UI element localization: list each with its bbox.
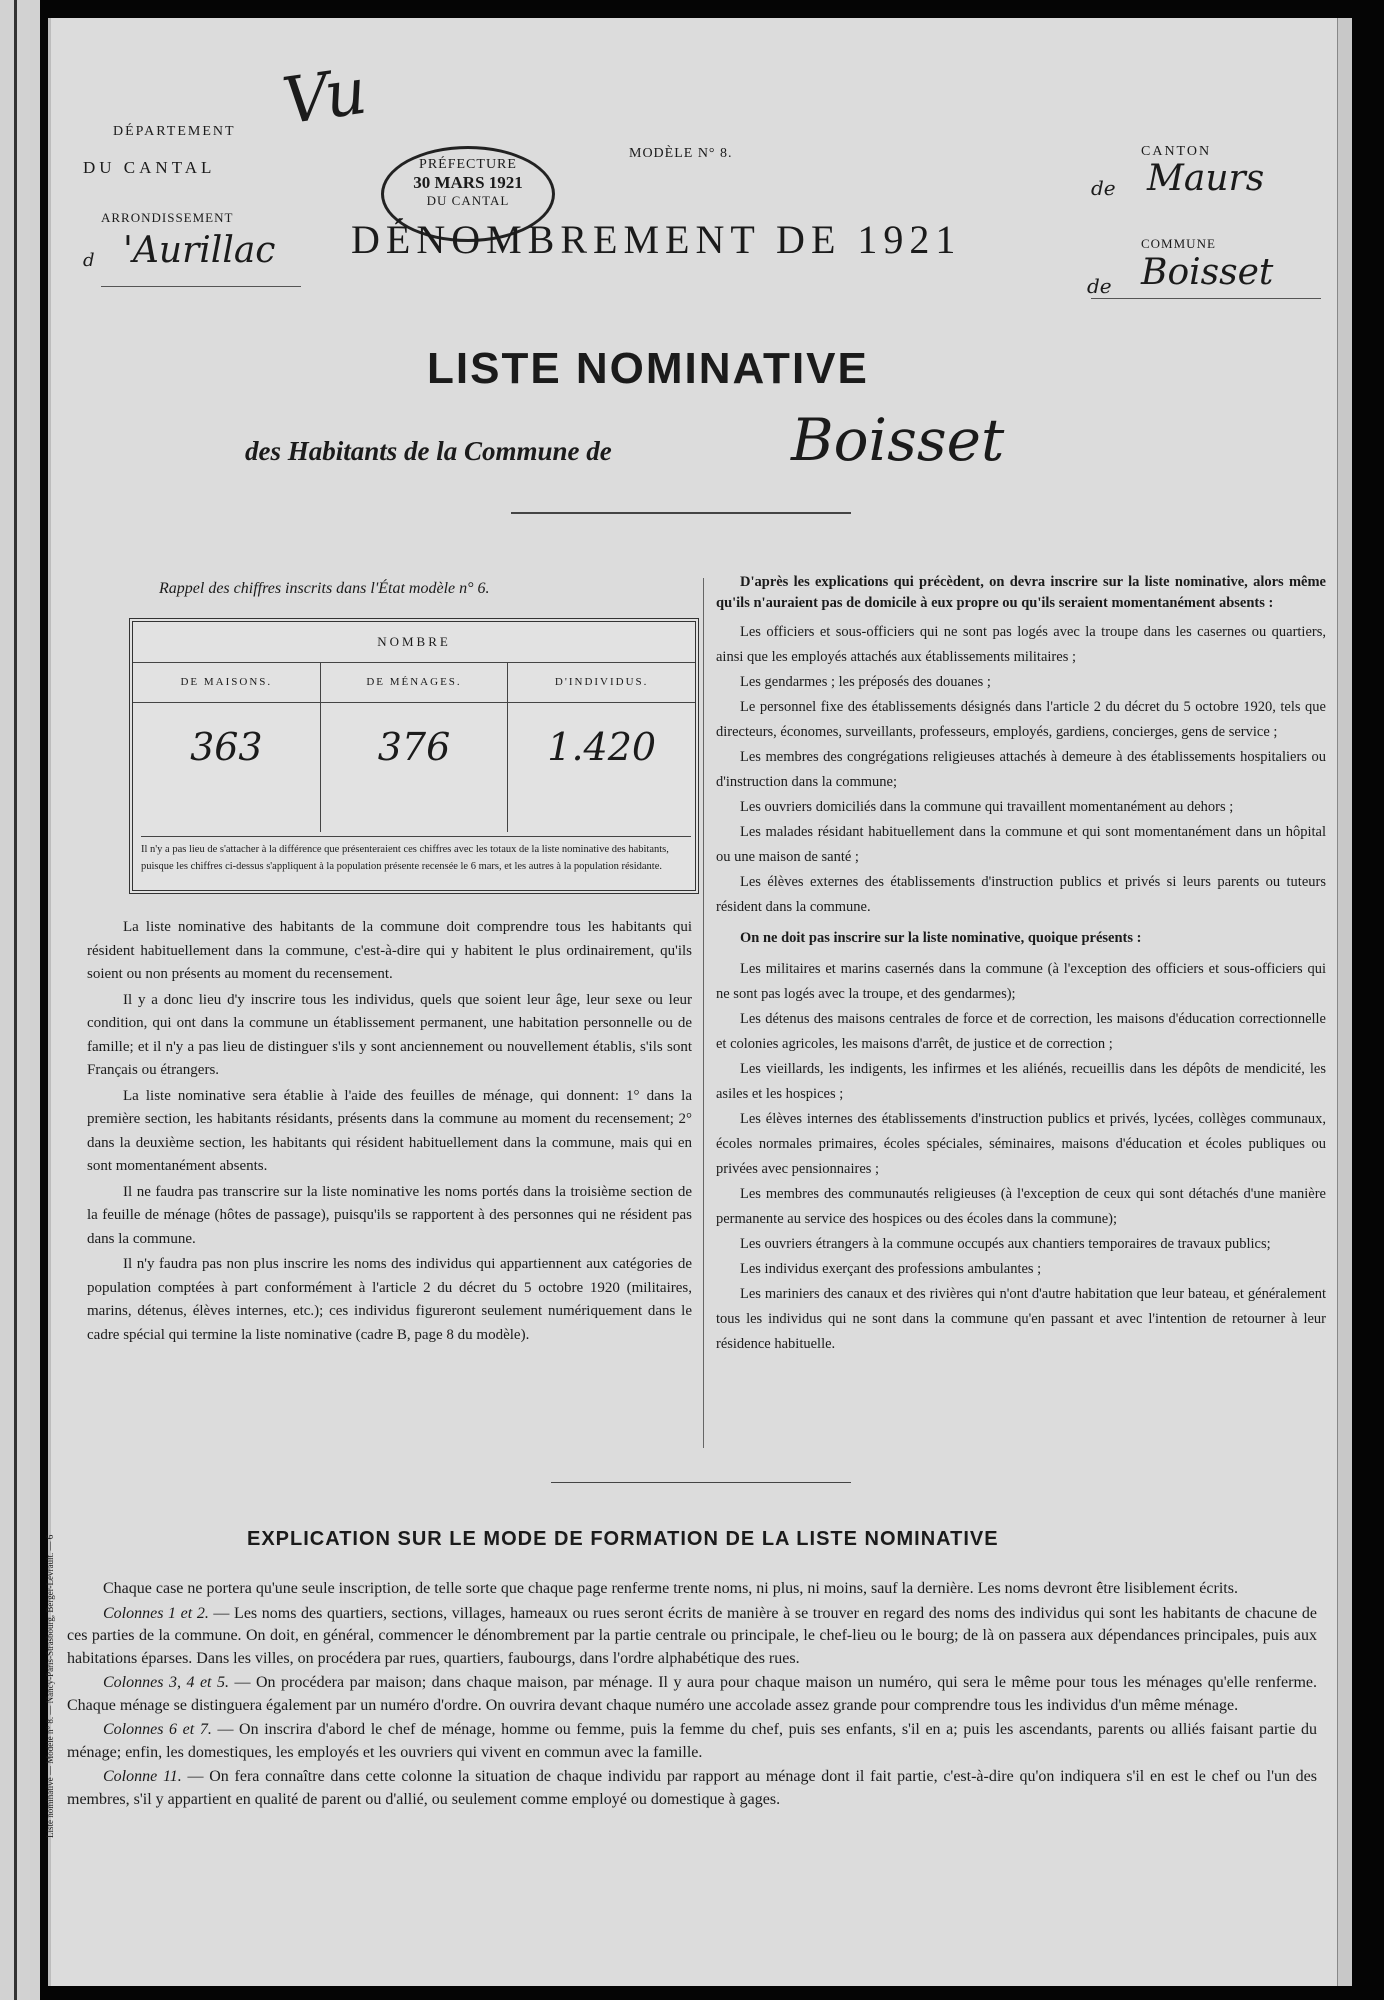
commune-underline — [1091, 298, 1321, 299]
include-item: Les officiers et sous-officiers qui ne sont pas logés avec la troupe dans les casernes ou quartiers, ainsi que les employés attachés aux établissements militaires ; — [716, 624, 1326, 665]
include-item: Le personnel fixe des établissements désignés dans l'article 2 du décret du 5 octobre 1920, tels que directeurs, économes, surveillants, professeurs, employés, gardiens, concierges, gens de service ; — [716, 699, 1326, 740]
include-item: Les membres des congrégations religieuses attachés à demeure à des établissements hospitaliers ou d'instruction dans la commune; — [716, 749, 1326, 790]
column-divider — [703, 578, 704, 1448]
maisons-value: 363 — [190, 725, 263, 769]
colonnes-label: Colonne 11. — [103, 1768, 182, 1785]
canton-prefix: de — [1091, 176, 1116, 200]
menages-label: DE MÉNAGES. — [321, 662, 508, 703]
left-paragraph: Il n'y faudra pas non plus inscrire les noms des individus qui appartiennent aux catégories de population comptées à part conformément à l'article 2 du décret du 5 octobre 1920 (militaires, marins, détenus, élèves internes, etc.); ces individus figureront seulement numériquement dans le cadre spécial qui termine la liste nominative (cadre B, page 8 du modèle). — [87, 1256, 692, 1343]
rappel-note: Il n'y a pas lieu de s'attacher à la différence que présenteraient ces chiffres avec les totaux de la liste nominative des habitants, puisque les chiffres ci-dessus s'appliquent à la population présente recensée le 6 mars, et les autres à la population résidante. — [141, 836, 691, 875]
departement-value: DU CANTAL — [83, 158, 216, 177]
left-paragraph: La liste nominative sera établie à l'aide des feuilles de ménage, qui donnent: 1° dans la première section, les habitants résidants, présents dans la commune au moment du recensement; 2° dans la deuxième section, les habitants qui résident habituellement dans la commune, mais qui en sont momentanément absents. — [87, 1087, 692, 1174]
rappel-table — [129, 618, 699, 894]
commune-value: Boisset — [1141, 252, 1274, 293]
canton-label: CANTON — [1141, 144, 1212, 159]
exclude-item: Les militaires et marins casernés dans la commune (à l'exception des officiers et sous-officiers qui ne sont pas logés avec la troupe, et des gendarmes); — [716, 961, 1326, 1002]
title-ornament — [511, 512, 851, 514]
colonnes-text: — On procédera par maison; dans chaque maison, par ménage. Il y aura pour chaque maison un numéro, qui sera le même pour tous les ménages qu'elle renferme. Chaque ménage se distinguera également par un numéro d'ordre. On ouvrira devant chaque numéro une accolade assez grande pour comprendre tous les individus d'un même ménage. — [67, 1674, 1317, 1714]
arrondissement-value: 'Aurillac — [123, 230, 276, 271]
exclude-item: Les détenus des maisons centrales de force et de correction, les maisons d'éducation correctionnelle et colonies agricoles, les maisons d'arrêt, de justice et de correction ; — [716, 1011, 1326, 1052]
explication-paragraph — [67, 1719, 1317, 1764]
commune-label: COMMUNE — [1141, 236, 1216, 251]
explication-paragraph — [67, 1672, 1317, 1717]
menages-column — [321, 662, 509, 832]
colonnes-text: — On inscrira d'abord le chef de ménage, homme ou femme, puis la femme du chef, puis ses enfants, s'il en a; puis les ascendants, parents ou alliés faisant partie du ménage; enfin, les domestiques, les employés et les ouvriers qui vivent en commun avec la famille. — [67, 1721, 1317, 1761]
rappel-caption: Rappel des chiffres inscrits dans l'État modèle n° 6. — [159, 580, 490, 597]
menages-value: 376 — [377, 725, 451, 769]
explication-paragraph — [67, 1603, 1317, 1671]
census-page — [45, 18, 1351, 1986]
stamp-line-1: PRÉFECTURE — [419, 157, 517, 172]
commune-name-handwritten: Boisset — [791, 406, 1005, 474]
commune-prefix: de — [1087, 274, 1112, 298]
colonnes-label: Colonnes 6 et 7. — [103, 1721, 212, 1738]
stamp-line-2: 30 MARS 1921 — [413, 173, 523, 192]
side-imprint: Liste nominative — Modèle n° 8. — Nancy-Paris-Strasbourg, Berger-Levrault. — 6 — [45, 1534, 55, 1838]
left-paragraph: La liste nominative des habitants de la commune doit comprendre tous les habitants qui résident habituellement dans la commune, c'est-à-dire qui y habitent le plus ordinairement, qu'ils soient ou non présents au moment du recensement. — [87, 919, 692, 982]
left-text-block — [87, 916, 692, 1347]
exclude-item: Les ouvriers étrangers à la commune occupés aux chantiers temporaires de travaux publics; — [740, 1236, 1271, 1252]
stamp-line-3: DU CANTAL — [426, 193, 510, 208]
individus-column — [508, 662, 695, 832]
arrondissement-prefix: d — [83, 250, 95, 271]
liste-nominative-heading: LISTE NOMINATIVE — [427, 344, 869, 393]
modele-number: MODÈLE N° 8. — [629, 146, 733, 161]
include-item: Les malades résidant habituellement dans la commune et qui sont momentanément dans un hôpital ou une maison de santé ; — [716, 824, 1326, 865]
include-item: Les élèves externes des établissements d'instruction publics et privés si leurs parents ou tuteurs résident dans la commune. — [716, 874, 1326, 915]
colonnes-label: Colonnes 3, 4 et 5. — [103, 1674, 229, 1691]
explication-intro: Chaque case ne portera qu'une seule inscription, de telle sorte que chaque page renferme trente noms, ni plus, ni moins, sauf la dernière. Les noms devront être lisiblement écrits. — [103, 1580, 1238, 1597]
right-text-block — [716, 572, 1326, 1357]
section-ornament — [551, 1482, 851, 1483]
nombre-header: NOMBRE — [133, 622, 695, 663]
departement-label: DÉPARTEMENT — [113, 124, 236, 139]
explication-paragraph — [67, 1766, 1317, 1811]
exclude-heading: On ne doit pas inscrire sur la liste nominative, quoique présents : — [740, 930, 1142, 946]
left-paragraph: Il ne faudra pas transcrire sur la liste nominative les noms portés dans la troisième section de la feuille de ménage (hôtes de passage), puisqu'ils se rapportent à des personnes qui ne résident pas dans la commune. — [87, 1183, 692, 1247]
exclude-item: Les mariniers des canaux et des rivières qui n'ont d'autre habitation que leur bateau, et généralement tous les individus qui ne sont dans la commune qu'en passant et avec l'intention de retourner à leur résidence habituelle. — [716, 1286, 1326, 1352]
liste-subheading: des Habitants de la Commune de — [245, 436, 612, 466]
exclude-item: Les élèves internes des établissements d'instruction publics et privés, lycées, collèges communaux, écoles normales primaires, écoles spéciales, séminaires, maisons d'éducation et écoles publiques ou privées avec pensionnaires ; — [716, 1111, 1326, 1177]
explication-body — [67, 1578, 1317, 1811]
handwritten-annotation: Vu — [278, 54, 372, 140]
page-edge — [1337, 18, 1352, 1986]
individus-label: D'INDIVIDUS. — [508, 662, 695, 703]
colonnes-text: — Les noms des quartiers, sections, villages, hameaux ou rues seront écrits de manière à se trouver en regard des noms des individus qui sont les habitants de chacune de ces parties de la commune. On doit, en général, commencer le dénombrement par la partie centrale ou principale, le chef-lieu ou le bourg; de là on passera aux dépendances principales, puis aux habitations éparses. Dans les villes, on procédera par rues, quartiers, faubourgs, dans l'ordre alphabétique des rues. — [67, 1604, 1318, 1667]
right-intro: D'après les explications qui précèdent, on devra inscrire sur la liste nominative, alors même qu'ils n'auraient pas de domicile à eux propre ou qu'ils seraient momentanément absents : — [716, 574, 1326, 611]
canton-value: Maurs — [1147, 158, 1265, 199]
arrondissement-label: ARRONDISSEMENT — [101, 210, 234, 225]
adjacent-page-strip — [0, 0, 40, 2000]
exclude-item: Les individus exerçant des professions ambulantes ; — [740, 1261, 1042, 1277]
colonnes-text: — On fera connaître dans cette colonne la situation de chaque individu par rapport au ménage dont il fait partie, c'est-à-dire qu'on indiquera s'il en est le chef ou l'un des membres, s'il y appartient en qualité de parent ou d'allié, ou seulement comme employé ou domestique à gages. — [67, 1768, 1318, 1808]
include-item: Les gendarmes ; les préposés des douanes ; — [740, 674, 991, 690]
exclude-item: Les membres des communautés religieuses (à l'exception de ceux qui sont détachés d'une manière permanente au service des hospices ou des écoles dans la commune); — [716, 1186, 1326, 1227]
colonnes-label: Colonnes 1 et 2. — [103, 1604, 209, 1622]
arrondissement-underline — [101, 286, 301, 287]
individus-value: 1.420 — [547, 725, 657, 769]
exclude-item: Les vieillards, les indigents, les infirmes et les aliénés, recueillis dans les dépôts de mendicité, les asiles et les hospices ; — [716, 1061, 1326, 1102]
explication-heading: EXPLICATION SUR LE MODE DE FORMATION DE LA LISTE NOMINATIVE — [247, 1528, 999, 1550]
include-item: Les ouvriers domiciliés dans la commune qui travaillent momentanément au dehors ; — [740, 799, 1234, 815]
left-paragraph: Il y a donc lieu d'y inscrire tous les individus, quels que soient leur âge, leur sexe ou leur condition, qui ont dans la commune un établissement permanent, une habitation personnelle ou de famille; et il n'y a pas lieu de distinguer s'ils y sont anciennement ou nouvellement établis, s'ils sont Français ou étrangers. — [87, 991, 692, 1078]
maisons-label: DE MAISONS. — [133, 662, 320, 703]
main-title: DÉNOMBREMENT DE 1921 — [351, 217, 962, 262]
maisons-column — [133, 662, 321, 832]
